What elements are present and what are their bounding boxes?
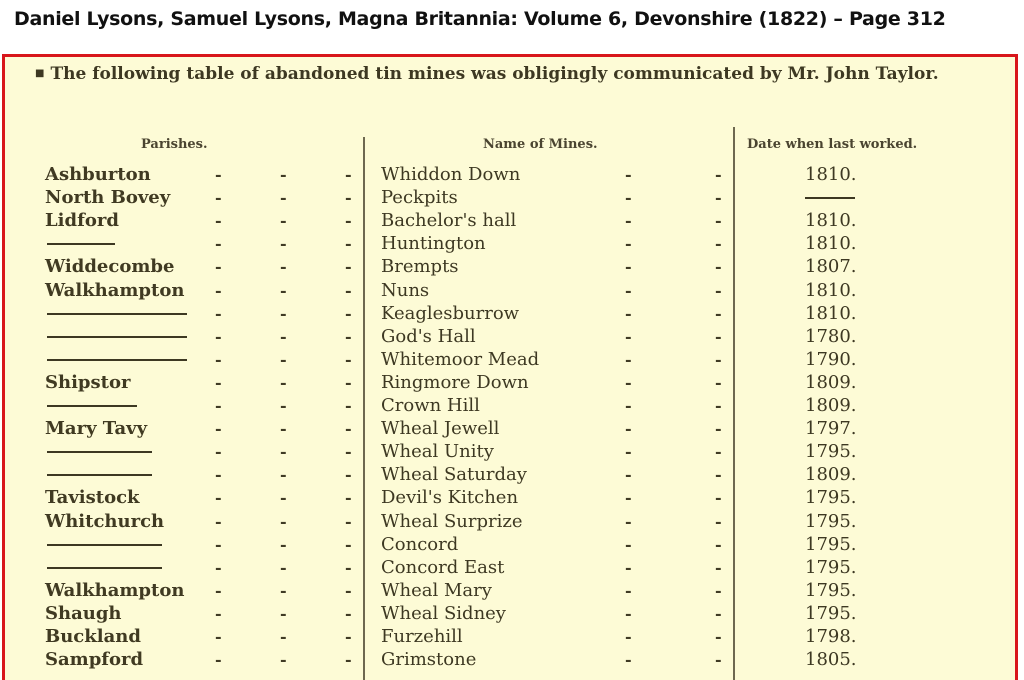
leader-dash: -: [625, 650, 632, 670]
leader-dash: -: [280, 603, 287, 623]
leader-dash: -: [215, 349, 222, 369]
table-row: [5, 417, 1015, 440]
ditto-line: [47, 313, 187, 315]
table-row: [5, 486, 1015, 509]
leader-dash: -: [625, 303, 632, 323]
leader-dash: -: [625, 188, 632, 208]
leader-dash: -: [715, 211, 722, 231]
leader-dash: -: [345, 627, 352, 646]
leader-dash: -: [625, 511, 632, 531]
leader-dash: -: [345, 280, 352, 300]
footnote-marker: ■: [35, 68, 45, 79]
leader-dash: -: [345, 234, 352, 254]
leader-dash: -: [715, 372, 722, 392]
table-row: [5, 371, 1015, 394]
leader-dash: -: [280, 396, 287, 415]
leader-dash: -: [625, 419, 632, 439]
leader-dash: -: [280, 349, 287, 369]
leader-dash: -: [625, 488, 632, 508]
leader-dash: -: [625, 326, 632, 346]
leader-dash: -: [345, 165, 352, 184]
ditto-line: [47, 474, 152, 476]
table-row: [5, 255, 1015, 278]
leader-dash: -: [625, 534, 632, 554]
date-last-worked: 1795.: [805, 533, 857, 555]
date-last-worked: 1780.: [805, 325, 857, 347]
leader-dash: -: [215, 165, 222, 184]
leader-dash: -: [715, 326, 722, 346]
page-caption: Daniel Lysons, Samuel Lysons, Magna Britannia: Volume 6, Devonshire (1822) – Page 312: [14, 8, 946, 30]
date-last-worked: 1795.: [805, 579, 857, 601]
parish-name: Lidford: [45, 210, 119, 232]
leader-dash: -: [215, 603, 222, 623]
mine-name: Concord East: [381, 556, 505, 578]
leader-dash: -: [215, 511, 222, 531]
mine-name: Wheal Saturday: [381, 464, 527, 486]
leader-dash: -: [715, 465, 722, 485]
leader-dash: -: [215, 580, 222, 600]
leader-dash: -: [345, 303, 352, 323]
table-row: [5, 163, 1015, 186]
leader-dash: -: [625, 465, 632, 485]
leader-dash: -: [345, 557, 352, 577]
leader-dash: -: [345, 603, 352, 623]
ditto-line: [47, 336, 187, 338]
leader-dash: -: [625, 603, 632, 623]
table-row: [5, 394, 1015, 417]
date-last-worked: 1790.: [805, 348, 857, 370]
leader-dash: -: [345, 580, 352, 600]
leader-dash: -: [715, 303, 722, 323]
intro-text: The following table of abandoned tin mines was obligingly communicated by Mr. John Taylor.: [50, 64, 939, 84]
leader-dash: -: [280, 442, 287, 462]
date-last-worked: 1795.: [805, 556, 857, 578]
mine-name: Ringmore Down: [381, 371, 529, 393]
leader-dash: -: [715, 488, 722, 508]
leader-dash: -: [215, 188, 222, 208]
leader-dash: -: [625, 234, 632, 254]
leader-dash: -: [280, 234, 287, 254]
date-last-worked: 1810.: [805, 279, 857, 301]
leader-dash: -: [715, 257, 722, 277]
date-last-worked: 1810.: [805, 302, 857, 324]
leader-dash: -: [280, 257, 287, 277]
table-row: [5, 556, 1015, 579]
table-row: [5, 602, 1015, 625]
table-row: [5, 440, 1015, 463]
ditto-line: [47, 544, 162, 546]
date-last-worked: 1795.: [805, 441, 857, 463]
leader-dash: -: [625, 396, 632, 415]
leader-dash: -: [215, 650, 222, 670]
table-row: [5, 579, 1015, 602]
leader-dash: -: [215, 234, 222, 254]
date-last-worked: 1809.: [805, 395, 857, 416]
leader-dash: -: [345, 419, 352, 439]
leader-dash: -: [625, 442, 632, 462]
leader-dash: -: [715, 165, 722, 184]
leader-dash: -: [280, 465, 287, 485]
mine-name: Wheal Surprize: [381, 510, 523, 532]
date-last-worked: 1805.: [805, 649, 857, 671]
leader-dash: -: [715, 650, 722, 670]
parish-name: North Bovey: [45, 187, 171, 209]
date-last-worked: 1809.: [805, 464, 857, 486]
leader-dash: -: [345, 396, 352, 415]
leader-dash: -: [715, 511, 722, 531]
leader-dash: -: [345, 534, 352, 554]
mine-name: Whitemoor Mead: [381, 348, 540, 370]
date-last-worked: 1798.: [805, 626, 857, 647]
leader-dash: -: [715, 280, 722, 300]
leader-dash: -: [215, 488, 222, 508]
leader-dash: -: [215, 372, 222, 392]
ditto-line: [47, 243, 115, 245]
leader-dash: -: [215, 442, 222, 462]
mine-name: Wheal Jewell: [381, 418, 500, 440]
mine-name: Grimstone: [381, 649, 477, 671]
table-row: [5, 209, 1015, 232]
leader-dash: -: [280, 534, 287, 554]
parish-name: Whitchurch: [45, 510, 165, 532]
date-unknown-line: [805, 197, 855, 199]
leader-dash: -: [345, 326, 352, 346]
mine-name: God's Hall: [381, 325, 476, 347]
leader-dash: -: [280, 372, 287, 392]
table-row: [5, 625, 1015, 648]
header-parishes: Parishes.: [141, 137, 208, 152]
leader-dash: -: [625, 257, 632, 277]
leader-dash: -: [715, 534, 722, 554]
leader-dash: -: [625, 627, 632, 646]
leader-dash: -: [715, 396, 722, 415]
parish-name: Shipstor: [45, 371, 131, 393]
leader-dash: -: [280, 211, 287, 231]
leader-dash: -: [625, 211, 632, 231]
leader-dash: -: [280, 419, 287, 439]
mine-name: Huntington: [381, 233, 486, 255]
leader-dash: -: [345, 349, 352, 369]
parish-name: Buckland: [45, 626, 141, 647]
leader-dash: -: [715, 603, 722, 623]
parish-name: Widdecombe: [45, 256, 175, 278]
leader-dash: -: [215, 419, 222, 439]
leader-dash: -: [345, 465, 352, 485]
date-last-worked: 1795.: [805, 602, 857, 624]
mine-name: Furzehill: [381, 626, 463, 647]
intro-paragraph: [13, 63, 1003, 85]
mine-name: Keaglesburrow: [381, 302, 520, 324]
leader-dash: -: [280, 188, 287, 208]
leader-dash: -: [280, 511, 287, 531]
ditto-line: [47, 451, 152, 453]
leader-dash: -: [715, 580, 722, 600]
leader-dash: -: [625, 580, 632, 600]
date-last-worked: 1810.: [805, 210, 857, 232]
table-row: [5, 533, 1015, 556]
leader-dash: -: [280, 488, 287, 508]
parish-name: Sampford: [45, 649, 144, 671]
table-row: [5, 463, 1015, 486]
parish-name: Tavistock: [45, 487, 140, 509]
leader-dash: -: [280, 303, 287, 323]
table-row: [5, 325, 1015, 348]
document-page: [2, 54, 1018, 680]
parish-name: Shaugh: [45, 602, 122, 624]
leader-dash: -: [215, 396, 222, 415]
date-last-worked: 1810.: [805, 164, 857, 185]
leader-dash: -: [215, 534, 222, 554]
leader-dash: -: [715, 188, 722, 208]
leader-dash: -: [215, 303, 222, 323]
leader-dash: -: [715, 557, 722, 577]
leader-dash: -: [215, 627, 222, 646]
table-row: [5, 279, 1015, 302]
date-last-worked: 1810.: [805, 233, 857, 255]
parish-name: Ashburton: [45, 164, 151, 185]
leader-dash: -: [625, 349, 632, 369]
leader-dash: -: [280, 650, 287, 670]
leader-dash: -: [345, 650, 352, 670]
leader-dash: -: [345, 511, 352, 531]
mine-name: Peckpits: [381, 187, 458, 209]
mine-name: Wheal Unity: [381, 441, 494, 463]
table-row: [5, 186, 1015, 209]
leader-dash: -: [215, 257, 222, 277]
leader-dash: -: [280, 326, 287, 346]
leader-dash: -: [215, 465, 222, 485]
mine-name: Nuns: [381, 279, 430, 301]
leader-dash: -: [345, 442, 352, 462]
leader-dash: -: [215, 557, 222, 577]
leader-dash: -: [715, 442, 722, 462]
date-last-worked: 1795.: [805, 487, 857, 509]
table-row: [5, 232, 1015, 255]
ditto-line: [47, 567, 162, 569]
parish-name: Walkhampton: [45, 279, 185, 301]
leader-dash: -: [345, 188, 352, 208]
leader-dash: -: [625, 280, 632, 300]
ditto-line: [47, 405, 137, 407]
mine-name: Crown Hill: [381, 395, 480, 416]
date-last-worked: 1807.: [805, 256, 857, 278]
leader-dash: -: [715, 234, 722, 254]
leader-dash: -: [215, 211, 222, 231]
leader-dash: -: [280, 627, 287, 646]
leader-dash: -: [715, 419, 722, 439]
leader-dash: -: [280, 165, 287, 184]
leader-dash: -: [625, 165, 632, 184]
leader-dash: -: [345, 211, 352, 231]
header-mines: Name of Mines.: [483, 137, 598, 152]
mine-name: Whiddon Down: [381, 164, 521, 185]
leader-dash: -: [215, 280, 222, 300]
table-row: [5, 510, 1015, 533]
date-last-worked: 1797.: [805, 418, 857, 440]
table-row: [5, 302, 1015, 325]
leader-dash: -: [715, 627, 722, 646]
leader-dash: -: [280, 557, 287, 577]
leader-dash: -: [280, 280, 287, 300]
parish-name: Mary Tavy: [45, 418, 148, 440]
leader-dash: -: [345, 372, 352, 392]
mine-name: Bachelor's hall: [381, 210, 517, 232]
mine-name: Wheal Sidney: [381, 602, 506, 624]
leader-dash: -: [215, 326, 222, 346]
date-last-worked: 1809.: [805, 371, 857, 393]
mine-name: Concord: [381, 533, 459, 555]
parish-name: Walkhampton: [45, 579, 185, 601]
table-row: [5, 648, 1015, 671]
leader-dash: -: [345, 257, 352, 277]
leader-dash: -: [345, 488, 352, 508]
leader-dash: -: [280, 580, 287, 600]
table-row: [5, 348, 1015, 371]
leader-dash: -: [625, 372, 632, 392]
mine-name: Devil's Kitchen: [381, 487, 519, 509]
date-last-worked: 1795.: [805, 510, 857, 532]
leader-dash: -: [625, 557, 632, 577]
leader-dash: -: [715, 349, 722, 369]
header-date: Date when last worked.: [747, 137, 918, 152]
mine-name: Brempts: [381, 256, 459, 278]
mine-name: Wheal Mary: [381, 579, 492, 601]
ditto-line: [47, 359, 187, 361]
